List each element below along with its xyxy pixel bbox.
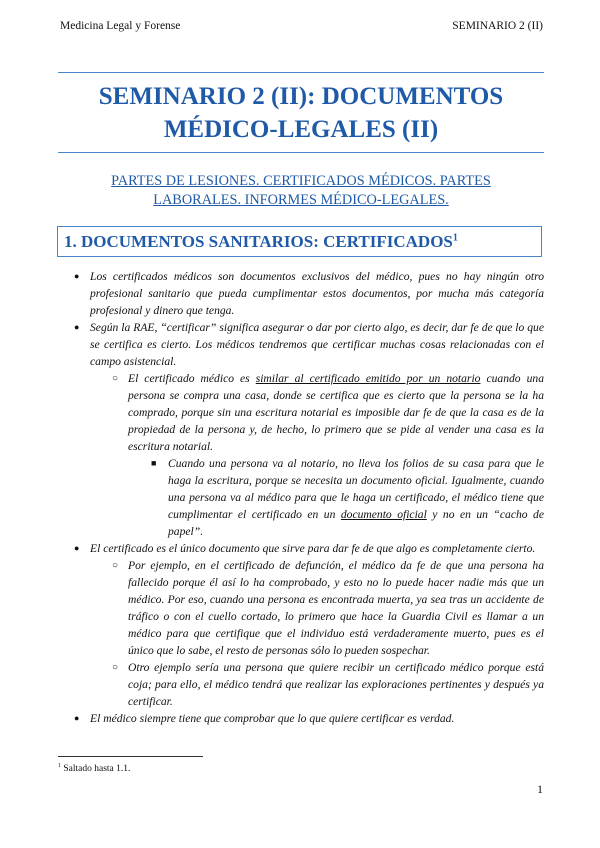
document-subtitle: [58, 172, 544, 210]
page-number: 1: [537, 782, 543, 796]
subtitle-line-1: PARTES DE LESIONES. CERTIFICADOS MÉDICOS. PARTES: [111, 173, 491, 189]
footnote-reference: 1: [452, 232, 458, 244]
section-heading-text: 1. DOCUMENTOS SANITARIOS: CERTIFICADOS: [64, 232, 453, 251]
underlined-phrase: similar al certificado emitido por un notario: [255, 372, 481, 385]
running-header-right: SEMINARIO 2 (II): [452, 20, 543, 32]
title-line-1: SEMINARIO 2 (II): DOCUMENTOS: [98, 83, 504, 110]
list-item: ○ Otro ejemplo sería una persona que quiere recibir un certificado médico porque está coja; para ello, el médico tendrá que realizar las exploraciones pertinentes y después ya certificar.: [112, 661, 544, 708]
bullet-disc-icon: ●: [74, 322, 80, 332]
title-bottom-rule: [58, 152, 544, 153]
bullet-square-icon: ■: [151, 458, 157, 468]
list-item: ● El médico siempre tiene que comprobar que lo que quiere certificar es verdad.: [74, 712, 455, 725]
bullet-disc-icon: ●: [74, 543, 80, 553]
subtitle-line-2: LABORALES. INFORMES MÉDICO-LEGALES.: [153, 192, 449, 208]
footnote-separator: [58, 756, 203, 757]
list-item: ■ Cuando una persona va al notario, no lleva los folios de su casa para que le haga la escritura, porque se necesita un documento oficial. Igualmente, cuando una persona va al médico para que le haga un certificado, el médico tiene que cumplimentar el certificado en un documento oficial y no en un “cacho de papel”.: [151, 457, 544, 538]
running-header-left: Medicina Legal y Forense: [60, 20, 181, 32]
section-heading: [64, 232, 458, 252]
section-heading-box: [57, 226, 542, 257]
bullet-circle-icon: ○: [112, 560, 119, 571]
list-item: ○ Por ejemplo, en el certificado de defunción, el médico da fe de que una persona ha fallecido porque él así lo ha comprobado, y esto no lo puede hacer nadie más que un médico. Por eso, cuando una persona es encontrada muerta, ya sea tras un accidente de tráfico o con el cuello cortado, lo primero que hace la Guardia Civil es llamar a un médico para que certifique que el individuo está verdaderamente muerto, pues es el único que lo sabe, el resto de personas sólo lo pueden sospechar.: [112, 559, 544, 657]
list-item: ○ El certificado médico es similar al certificado emitido por un notario cuando una persona se compra una casa, donde se certifica que es cierto que la persona se la ha comprado, porque sin una escritura notarial es imposible dar fe de que la casa es de la propiedad de la persona y, de hecho, lo primero que se pide al vender una casa es la escritura notarial.: [112, 372, 545, 453]
underlined-phrase: documento oficial: [340, 508, 427, 521]
footnote: [58, 763, 130, 774]
title-line-2: MÉDICO-LEGALES (II): [163, 116, 439, 143]
list-item: ● Según la RAE, “certificar” significa asegurar o dar por cierto algo, es decir, dar fe de que lo que se certifica es cierto. Los médicos tendremos que certificar muchas cosas relacionadas con el campo asistencial.: [74, 321, 544, 368]
bullet-disc-icon: ●: [74, 713, 80, 723]
bullet-circle-icon: ○: [112, 373, 119, 384]
title-top-rule: [58, 72, 544, 73]
document-title: [58, 80, 544, 146]
footnote-text: Saltado hasta 1.1.: [63, 764, 131, 775]
list-item: ● El certificado es el único documento que sirve para dar fe de que algo es completamente cierto.: [74, 542, 536, 555]
bullet-circle-icon: ○: [112, 662, 119, 673]
footnote-mark: 1: [58, 763, 61, 769]
list-item: ● Los certificados médicos son documentos exclusivos del médico, pues no hay ningún otro profesional sanitario que pueda cumplimentar estos documentos, por mucha más categoría profesional y dinero que tenga.: [74, 270, 544, 317]
body-content: [58, 268, 544, 727]
bullet-disc-icon: ●: [74, 271, 80, 281]
